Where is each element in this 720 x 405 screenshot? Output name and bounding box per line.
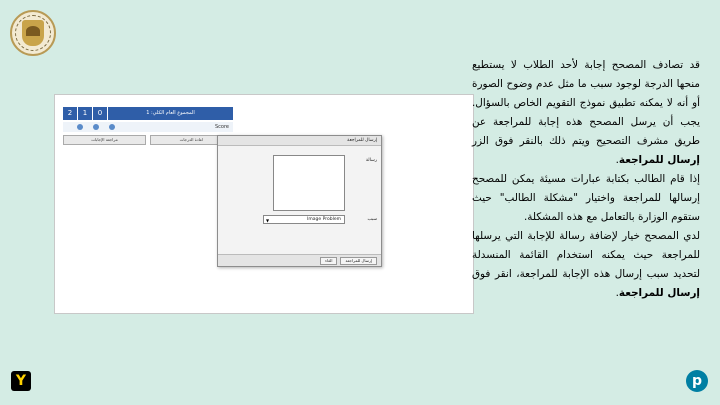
bold-term: إرسال للمراجعة — [618, 287, 700, 299]
embedded-screenshot — [54, 94, 474, 314]
action-buttons-row — [63, 135, 233, 145]
send-for-review-button[interactable]: إرسال للمراجعة — [340, 257, 377, 265]
reason-select[interactable] — [263, 215, 345, 224]
paragraph: قد تصادف المصحح إجابة لأحد الطلاب لا يستطيع منحها الدرجة لوجود سبب ما مثل عدم وضوح الصورة أو أنه لا يمكنه تطبيق نموذج التقويم الخاص بالسؤال. يجب أن يرسل المصحح هذه إجابة للمراجعة عن طريق مشرف التصحيح ويتم ذلك بالنقر فوق الزر إرسال للمراجعة. — [472, 59, 700, 166]
bold-term: إرسال للمراجعة — [618, 154, 700, 166]
dialog-title: إرسال للمراجعة — [218, 136, 381, 146]
paragraph: لدي المصحح خيار لإضافة رسالة للإجابة التي يرسلها للمراجعة حيث يمكنه استخدام القائمة المنسدلة لتحديد سبب إرسال هذه الإجابة للمراجعة، انقر فوق إرسال للمراجعة. — [472, 230, 700, 299]
reason-label: سبب — [367, 217, 377, 222]
total-score-label: المجموع العام الكلي: 1 — [146, 110, 195, 116]
send-for-review-dialog — [217, 135, 382, 267]
instruction-text — [472, 56, 700, 303]
score-cell[interactable]: 0 — [93, 107, 108, 120]
paragraph: إذا قام الطالب بكتابة عبارات مسيئة يمكن للمصحح إرسالها للمراجعة واختيار "مشكلة الطالب" حيث ستقوم الوزارة بالتعامل مع هذه المشكلة. — [472, 173, 700, 223]
score-topbar — [63, 107, 233, 120]
message-label: رسالة — [365, 158, 377, 163]
y-logo-icon: Y — [11, 371, 31, 391]
dialog-footer — [218, 254, 381, 266]
pearson-logo-icon: p — [686, 370, 708, 392]
reset-scores-button[interactable]: اعادة الدرجات — [150, 135, 233, 145]
message-textarea[interactable] — [273, 155, 345, 211]
ministry-emblem-icon — [10, 10, 56, 56]
score-cell[interactable]: 2 — [63, 107, 78, 120]
reason-select-value: Image Problem — [307, 217, 341, 222]
score-label: Score — [214, 124, 229, 130]
score-cell[interactable]: 1 — [78, 107, 93, 120]
cancel-button[interactable]: الغاء — [320, 257, 337, 265]
chevron-down-icon: ▼ — [266, 218, 270, 223]
review-answers-button[interactable]: مراجعة الإجابات — [63, 135, 146, 145]
